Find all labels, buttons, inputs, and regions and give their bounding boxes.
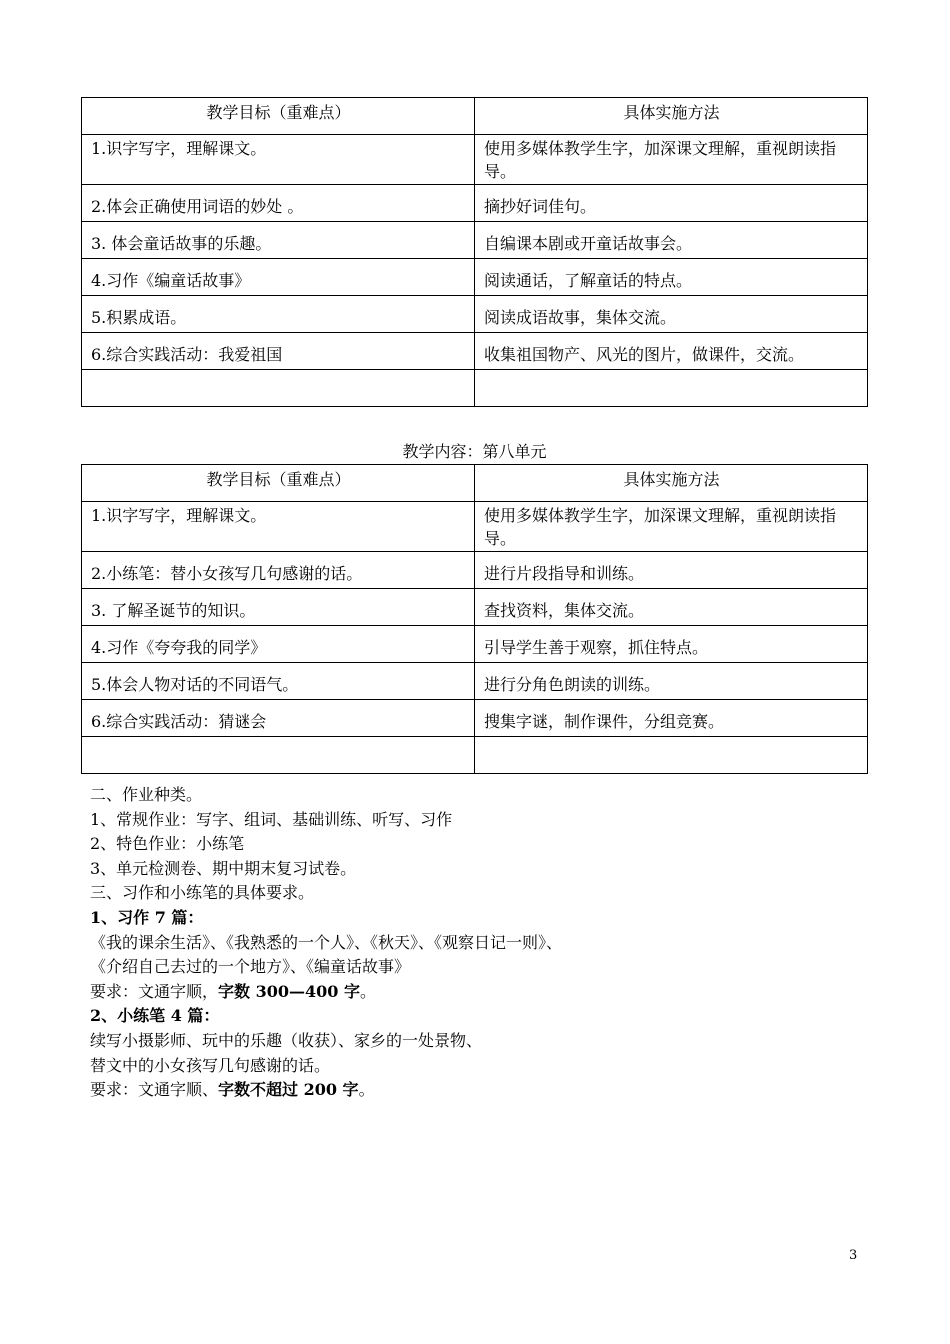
table-row (82, 700, 868, 737)
table-row (82, 589, 868, 626)
table-row (82, 296, 868, 333)
table-row (82, 626, 868, 663)
table-row (82, 333, 868, 370)
method-cell: 自编课本剧或开童话故事会。 (475, 222, 868, 259)
table-row (82, 502, 868, 552)
goal-cell: 4.习作《编童话故事》 (82, 259, 475, 296)
method-cell: 阅读成语故事，集体交流。 (475, 296, 868, 333)
homework-heading: 二、作业种类。 (90, 785, 203, 804)
essay-req-prefix: 要求：文通字顺， (90, 981, 219, 1001)
homework-item: 3、单元检测卷、期中期末复习试卷。 (90, 858, 357, 878)
goal-cell: 1.识字写字，理解课文。 (82, 135, 475, 185)
practice-req-wordcount: 字数不超过 200 字 (218, 1080, 359, 1100)
method-cell: 查找资料，集体交流。 (475, 589, 868, 626)
method-cell (475, 737, 868, 774)
method-cell: 阅读通话，了解童话的特点。 (475, 259, 868, 296)
practice-titles-line: 替文中的小女孩写几句感谢的话。 (90, 1055, 331, 1075)
essay-req-wordcount: 字数 300—400 字 (218, 981, 360, 1001)
goals-table-2 (81, 464, 868, 774)
goal-cell: 5.体会人物对话的不同语气。 (82, 663, 475, 700)
method-cell (475, 370, 868, 407)
method-cell: 收集祖国物产、风光的图片，做课件，交流。 (475, 333, 868, 370)
requirements-section (90, 783, 870, 1103)
method-cell: 进行片段指导和训练。 (475, 552, 868, 589)
table-row (82, 663, 868, 700)
homework-item: 1、常规作业：写字、组词、基础训练、听写、习作 (90, 809, 453, 829)
method-cell: 摘抄好词佳句。 (475, 185, 868, 222)
goal-cell (82, 370, 475, 407)
essay-requirement (90, 980, 870, 1005)
header-methods: 具体实施方法 (475, 98, 868, 135)
goal-cell: 5.积累成语。 (82, 296, 475, 333)
table-row (82, 259, 868, 296)
practice-titles-line: 续写小摄影师、玩中的乐趣（收获）、家乡的一处景物、 (90, 1030, 483, 1050)
method-cell: 使用多媒体教学生字，加深课文理解，重视朗读指导。 (475, 135, 868, 185)
writing-heading: 三、习作和小练笔的具体要求。 (90, 883, 315, 903)
goal-cell: 3. 了解圣诞节的知识。 (82, 589, 475, 626)
goal-cell: 3. 体会童话故事的乐趣。 (82, 222, 475, 259)
table-header-row (82, 98, 868, 135)
table-row (82, 185, 868, 222)
goal-cell: 4.习作《夸夸我的同学》 (82, 626, 475, 663)
method-cell: 引导学生善于观察，抓住特点。 (475, 626, 868, 663)
practice-requirement (90, 1078, 870, 1103)
goal-cell: 1.识字写字，理解课文。 (82, 502, 475, 552)
header-goals: 教学目标（重难点） (82, 465, 475, 502)
method-cell: 搜集字谜，制作课件，分组竞赛。 (475, 700, 868, 737)
essay-titles-line: 《我的课余生活》、《我熟悉的一个人》、《秋天》、《观察日记一则》、 (90, 932, 563, 952)
essay-heading: 1、习作 7 篇： (90, 907, 204, 927)
table-header-row (82, 465, 868, 502)
goal-cell: 2.体会正确使用词语的妙处 。 (82, 185, 475, 222)
header-goals: 教学目标（重难点） (82, 98, 475, 135)
table-row (82, 552, 868, 589)
homework-item: 2、特色作业：小练笔 (90, 834, 245, 854)
goals-table-1 (81, 97, 868, 407)
page-number: 3 (849, 1248, 858, 1263)
practice-req-suffix: 。 (358, 1080, 375, 1100)
goal-cell: 6.综合实践活动：我爱祖国 (82, 333, 475, 370)
goal-cell: 2.小练笔：替小女孩写几句感谢的话。 (82, 552, 475, 589)
goal-cell (82, 737, 475, 774)
unit-caption: 教学内容：第八单元 (402, 442, 547, 461)
table-row-empty (82, 737, 868, 774)
method-cell: 使用多媒体教学生字，加深课文理解，重视朗读指导。 (475, 502, 868, 552)
essay-titles-line: 《介绍自己去过的一个地方》、《编童话故事》 (90, 957, 411, 977)
table-row (82, 222, 868, 259)
table-row-empty (82, 370, 868, 407)
practice-heading: 2、小练笔 4 篇： (90, 1006, 220, 1026)
header-methods: 具体实施方法 (475, 465, 868, 502)
goal-cell: 6.综合实践活动：猜谜会 (82, 700, 475, 737)
table-row (82, 135, 868, 185)
essay-req-suffix: 。 (359, 981, 376, 1001)
practice-req-prefix: 要求：文通字顺、 (90, 1080, 219, 1100)
method-cell: 进行分角色朗读的训练。 (475, 663, 868, 700)
